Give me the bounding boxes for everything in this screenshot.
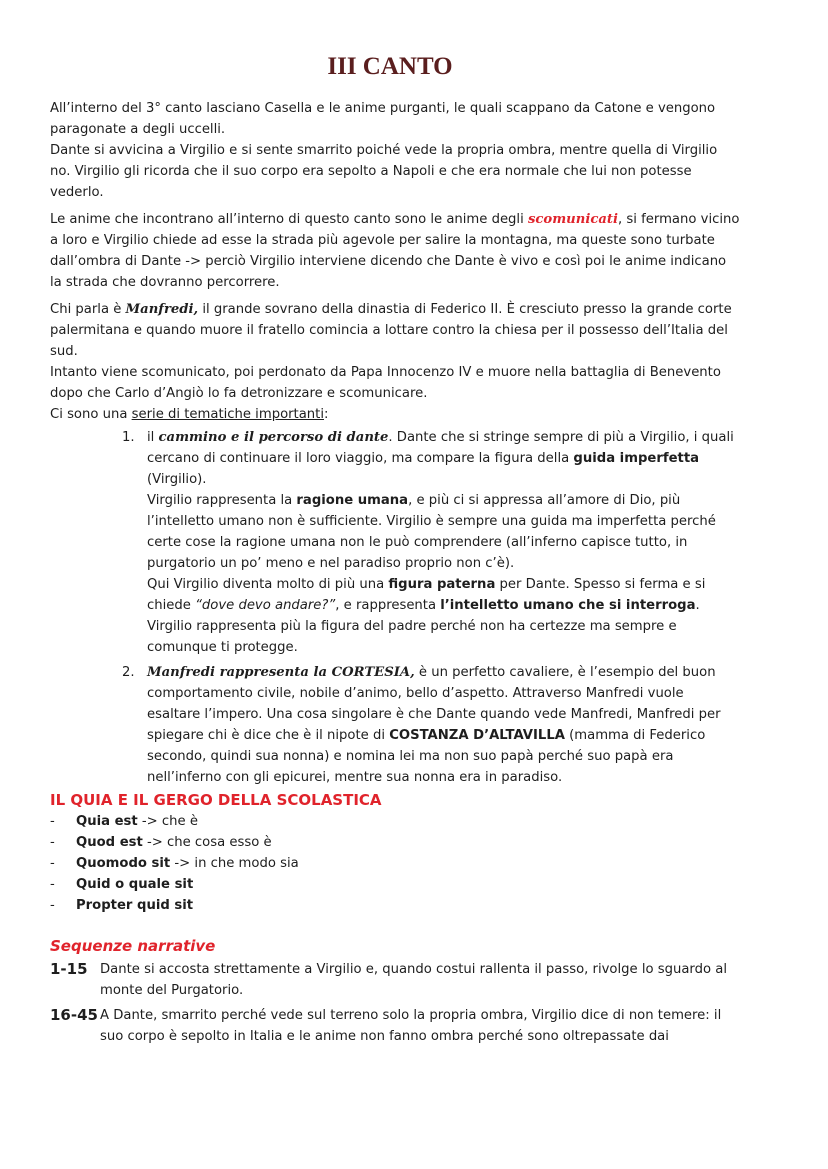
list-item: [50, 895, 740, 916]
bold-text: Propter quid sit: [76, 898, 194, 913]
bold-text: figura paterna: [388, 577, 496, 592]
bold-text: Quomodo sit: [76, 856, 171, 871]
dash-bullet: -: [50, 814, 55, 829]
dash-bullet: -: [50, 835, 55, 850]
intro-paragraph-5: Intanto viene scomunicato, poi perdonato da Papa Innocenzo IV e muore nella battaglia di Benevento dopo che Carlo d’Angiò lo fa detronizzare e scomunicare.: [50, 365, 721, 401]
text-run: (Virgilio).: [147, 472, 207, 487]
intro-paragraph-3: [50, 209, 740, 293]
dash-bullet: -: [50, 877, 55, 892]
list-item: [50, 874, 740, 895]
sequence-item: [50, 959, 740, 1001]
text-run: (mamma di Federico secondo, quindi sua nonna) e nomina lei ma non suo papà perché suo papà era nell’inferno con gli epicurei, mentre sua nonna era in paradiso.: [147, 728, 706, 785]
sequenze-heading: Sequenze narrative: [50, 937, 216, 955]
cortesia-highlight: Manfredi rappresenta la CORTESIA,: [147, 665, 415, 680]
page-title: III CANTO: [327, 53, 453, 80]
intro-paragraph-4: [50, 299, 740, 362]
text-run: Virgilio rappresenta più la figura del padre perché non ha certezze ma sempre e comunque ti protegge.: [147, 619, 677, 655]
quia-heading: IL QUIA E IL GERGO DELLA SCOLASTICA: [50, 791, 382, 809]
text-run: il grande sovrano della dinastia di Federico II. È cresciuto presso la grande corte palermitana e quando muore il fratello comincia a lottare contro la chiesa per il possesso dell’Italia del sud.: [50, 302, 732, 359]
intro-paragraph-1: All’interno del 3° canto lasciano Casella e le anime purganti, le quali scappano da Catone e vengono paragonate a degli uccelli.: [50, 101, 716, 137]
text-run: è un perfetto cavaliere, è l’esempio del buon comportamento civile, nobile d’animo, bello d’aspetto. Attraverso Manfredi vuole esaltare l’impero. Una cosa singolare è che Dante quando vede Manfredi, Manfredi per spiegare chi è dice che è il nipote di: [147, 665, 721, 743]
sequence-item: [50, 1005, 740, 1047]
cammino-highlight: cammino e il percorso di dante: [158, 430, 389, 445]
text-run: , si fermano vicino a loro e Virgilio chiede ad esse la strada più agevole per salire la montagna, ma queste sono turbate dall’ombra di Dante -> perciò Virgilio interviene dicendo che Dante è vivo e così poi le anime indicano la strada che dovranno percorrere.: [50, 212, 740, 290]
text-run: per Dante. Spesso si ferma e si chiede: [147, 577, 706, 613]
bold-text: Quia est: [76, 814, 138, 829]
text-run: Le anime che incontrano all’interno di questo canto sono le anime degli: [50, 212, 528, 227]
dash-bullet: -: [50, 856, 55, 871]
text-run: Virgilio rappresenta la: [147, 493, 297, 508]
bold-text: guida imperfetta: [573, 451, 700, 466]
text-run: -> che è: [137, 814, 198, 829]
bold-text: COSTANZA D’ALTAVILLA: [389, 728, 565, 743]
text-run: :: [324, 407, 329, 422]
list-number: 2.: [122, 665, 135, 680]
text-run: Ci sono una: [50, 407, 132, 422]
sequence-text: Dante si accosta strettamente a Virgilio e, quando costui rallenta il passo, rivolge lo sguardo al monte del Purgatorio.: [100, 962, 727, 998]
text-run: Chi parla è: [50, 302, 126, 317]
list-item: [50, 832, 740, 853]
intro-paragraph-6: [50, 404, 740, 425]
list-item: [50, 811, 740, 832]
scomunicati-highlight: scomunicati: [527, 212, 619, 227]
sequence-range: 1-15: [50, 960, 88, 978]
intro-section: [50, 98, 740, 1051]
bold-text: l’intelletto umano che si interroga: [440, 598, 696, 613]
text-run: -> in che modo sia: [170, 856, 299, 871]
dash-bullet: -: [50, 898, 55, 913]
quia-list: [50, 811, 740, 916]
bold-text: Quid o quale sit: [76, 877, 194, 892]
underlined-text: serie di tematiche importanti: [131, 407, 325, 422]
text-run: , e rappresenta: [335, 598, 441, 613]
list-item: [50, 662, 740, 788]
sequence-range: 16-45: [50, 1006, 98, 1024]
bold-text: ragione umana: [296, 493, 409, 508]
themes-list: [50, 427, 740, 788]
text-run: .: [695, 598, 700, 613]
bold-text: Quod est: [76, 835, 143, 850]
sequence-text: A Dante, smarrito perché vede sul terreno solo la propria ombra, Virgilio dice di non temere: il suo corpo è sepolto in Italia e le anime non fanno ombra perché sono oltrepassate dai: [100, 1008, 722, 1044]
text-run: Qui Virgilio diventa molto di più una: [147, 577, 389, 592]
text-run: . Dante che si stringe sempre di più a Virgilio, i quali cercano di continuare il loro viaggio, ma compare la figura della: [147, 430, 734, 466]
list-item: [50, 853, 740, 874]
intro-paragraph-2: Dante si avvicina a Virgilio e si sente smarrito poiché vede la propria ombra, mentre quella di Virgilio no. Virgilio gli ricorda che il suo corpo era sepolto a Napoli e che era normale che lui non potesse vederlo.: [50, 143, 718, 200]
italic-text: “dove devo andare?”: [195, 598, 336, 613]
text-run: , e più ci si appressa all’amore di Dio, più l’intelletto umano non è sufficiente. Virgilio è sempre una guida ma imperfetta perché certe cose la ragione umana non le può comprendere (all’inferno capisce tutto, in purgatorio un po’ meno e nel paradiso proprio non c’è).: [147, 493, 716, 571]
list-number: 1.: [122, 430, 135, 445]
text-run: il: [147, 430, 159, 445]
manfredi-highlight: Manfredi,: [125, 302, 199, 317]
text-run: -> che cosa esso è: [142, 835, 272, 850]
list-item: [50, 427, 740, 658]
